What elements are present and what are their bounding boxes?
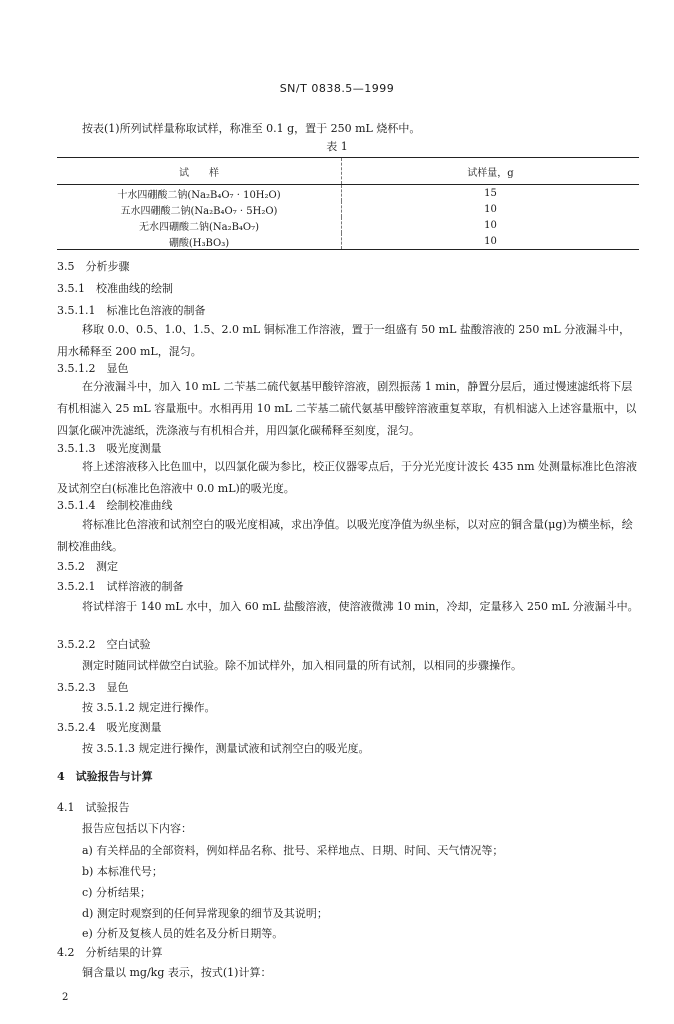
amount-cell: 10 [342,201,640,217]
paragraph: 按 3.5.1.3 规定进行操作，测量试液和试剂空白的吸光度。 [82,742,370,755]
table-caption: 表 1 [326,140,348,153]
paragraph: 将标准比色溶液和试剂空白的吸光度相减，求出净值。以吸光度净值为纵坐标，以对应的铜含量(μg)为横坐标，绘制校准曲线。 [57,518,633,553]
sample-cell: 十水四硼酸二钠(Na₂B₄O₇ · 10H₂O) [117,189,281,201]
list-item: d) 测定时观察到的任何异常现象的细节及其说明； [82,907,328,920]
section-heading: 3.5 分析步骤 [57,260,130,273]
paragraph: 铜含量以 mg/kg 表示，按式(1)计算： [82,966,272,979]
section-heading: 3.5.1.4 绘制校准曲线 [57,499,173,512]
paragraph: 将上述溶液移入比色皿中，以四氯化碳为参比，校正仪器零点后，于分光光度计波长 435 nm 处测量标准比色溶液及试剂空白(标准比色溶液中 0.0 mL)的吸光度。 [57,460,637,495]
paragraph: 按 3.5.1.2 规定进行操作。 [82,701,216,714]
section-heading: 3.5.1 校准曲线的绘制 [57,282,173,295]
col-amount-header: 试样量，g [342,158,640,185]
table-row [57,185,639,202]
section-heading: 3.5.1.1 标准比色溶液的制备 [57,304,206,317]
table-row [57,201,639,217]
page-number: 2 [62,992,69,1003]
sample-table [57,157,639,250]
section-heading: 3.5.2.1 试样溶液的制备 [57,580,184,593]
table-row [57,217,639,233]
section-heading: 3.5.1.2 显色 [57,362,129,375]
col-sample-header: 试 样 [57,158,342,185]
section-heading: 3.5.2.2 空白试验 [57,638,151,651]
paragraph: 将试样溶于 140 mL 水中，加入 60 mL 盐酸溶液，使溶液微沸 10 min，冷却，定量移入 250 mL 分液漏斗中。 [82,600,639,613]
paragraph: 在分液漏斗中，加入 10 mL 二苄基二硫代氨基甲酸锌溶液，剧烈振荡 1 min，静置分层后，通过慢速滤纸将下层有机相滤入 25 mL 容量瓶中。水相再用 10 mL 二苄基二硫代氨基甲酸锌溶液重复萃取，有机相滤入上述容量瓶中，以四氯化碳冲洗滤纸，洗涤液与有机相合并，用四氯化碳稀释至刻度，混匀。 [57,380,637,437]
paragraph: 报告应包括以下内容： [82,822,192,835]
list-item: c) 分析结果； [82,886,151,899]
section-heading: 3.5.2.4 吸光度测量 [57,721,162,734]
paragraph: 测定时随同试样做空白试验。除不加试样外，加入相同量的所有试剂，以相同的步骤操作。 [82,659,522,672]
intro-text: 按表(1)所列试样量称取试样，称准至 0.1 g，置于 250 mL 烧杯中。 [82,122,421,135]
sample-cell: 无水四硼酸二钠(Na₂B₄O₇) [138,221,260,233]
page-header: SN/T 0838.5—1999 [279,82,395,95]
table-header-row [57,158,639,185]
section-heading: 3.5.1.3 吸光度测量 [57,442,162,455]
section-heading: 3.5.2.3 显色 [57,681,129,694]
sample-cell: 五水四硼酸二钠(Na₂B₄O₇ · 5H₂O) [120,205,278,217]
section-heading: 4.2 分析结果的计算 [57,946,163,959]
table-row [57,233,639,250]
section-heading: 3.5.2 测定 [57,560,118,573]
list-item: e) 分析及复核人员的姓名及分析日期等。 [82,927,284,940]
list-item: a) 有关样品的全部资料，例如样品名称、批号、采样地点、日期、时间、天气情况等； [82,844,504,857]
section-heading: 4.1 试验报告 [57,801,130,814]
chapter-heading: 4 试验报告与计算 [57,770,153,783]
sample-cell: 硼酸(H₃BO₃) [57,233,342,250]
amount-cell: 15 [342,185,640,202]
list-item: b) 本标准代号； [82,865,163,878]
amount-cell: 10 [342,233,640,250]
paragraph: 移取 0.0、0.5、1.0、1.5、2.0 mL 铜标准工作溶液，置于一组盛有 50 mL 盐酸溶液的 250 mL 分液漏斗中，用水稀释至 200 mL，混匀。 [57,323,631,358]
amount-cell: 10 [342,217,640,233]
